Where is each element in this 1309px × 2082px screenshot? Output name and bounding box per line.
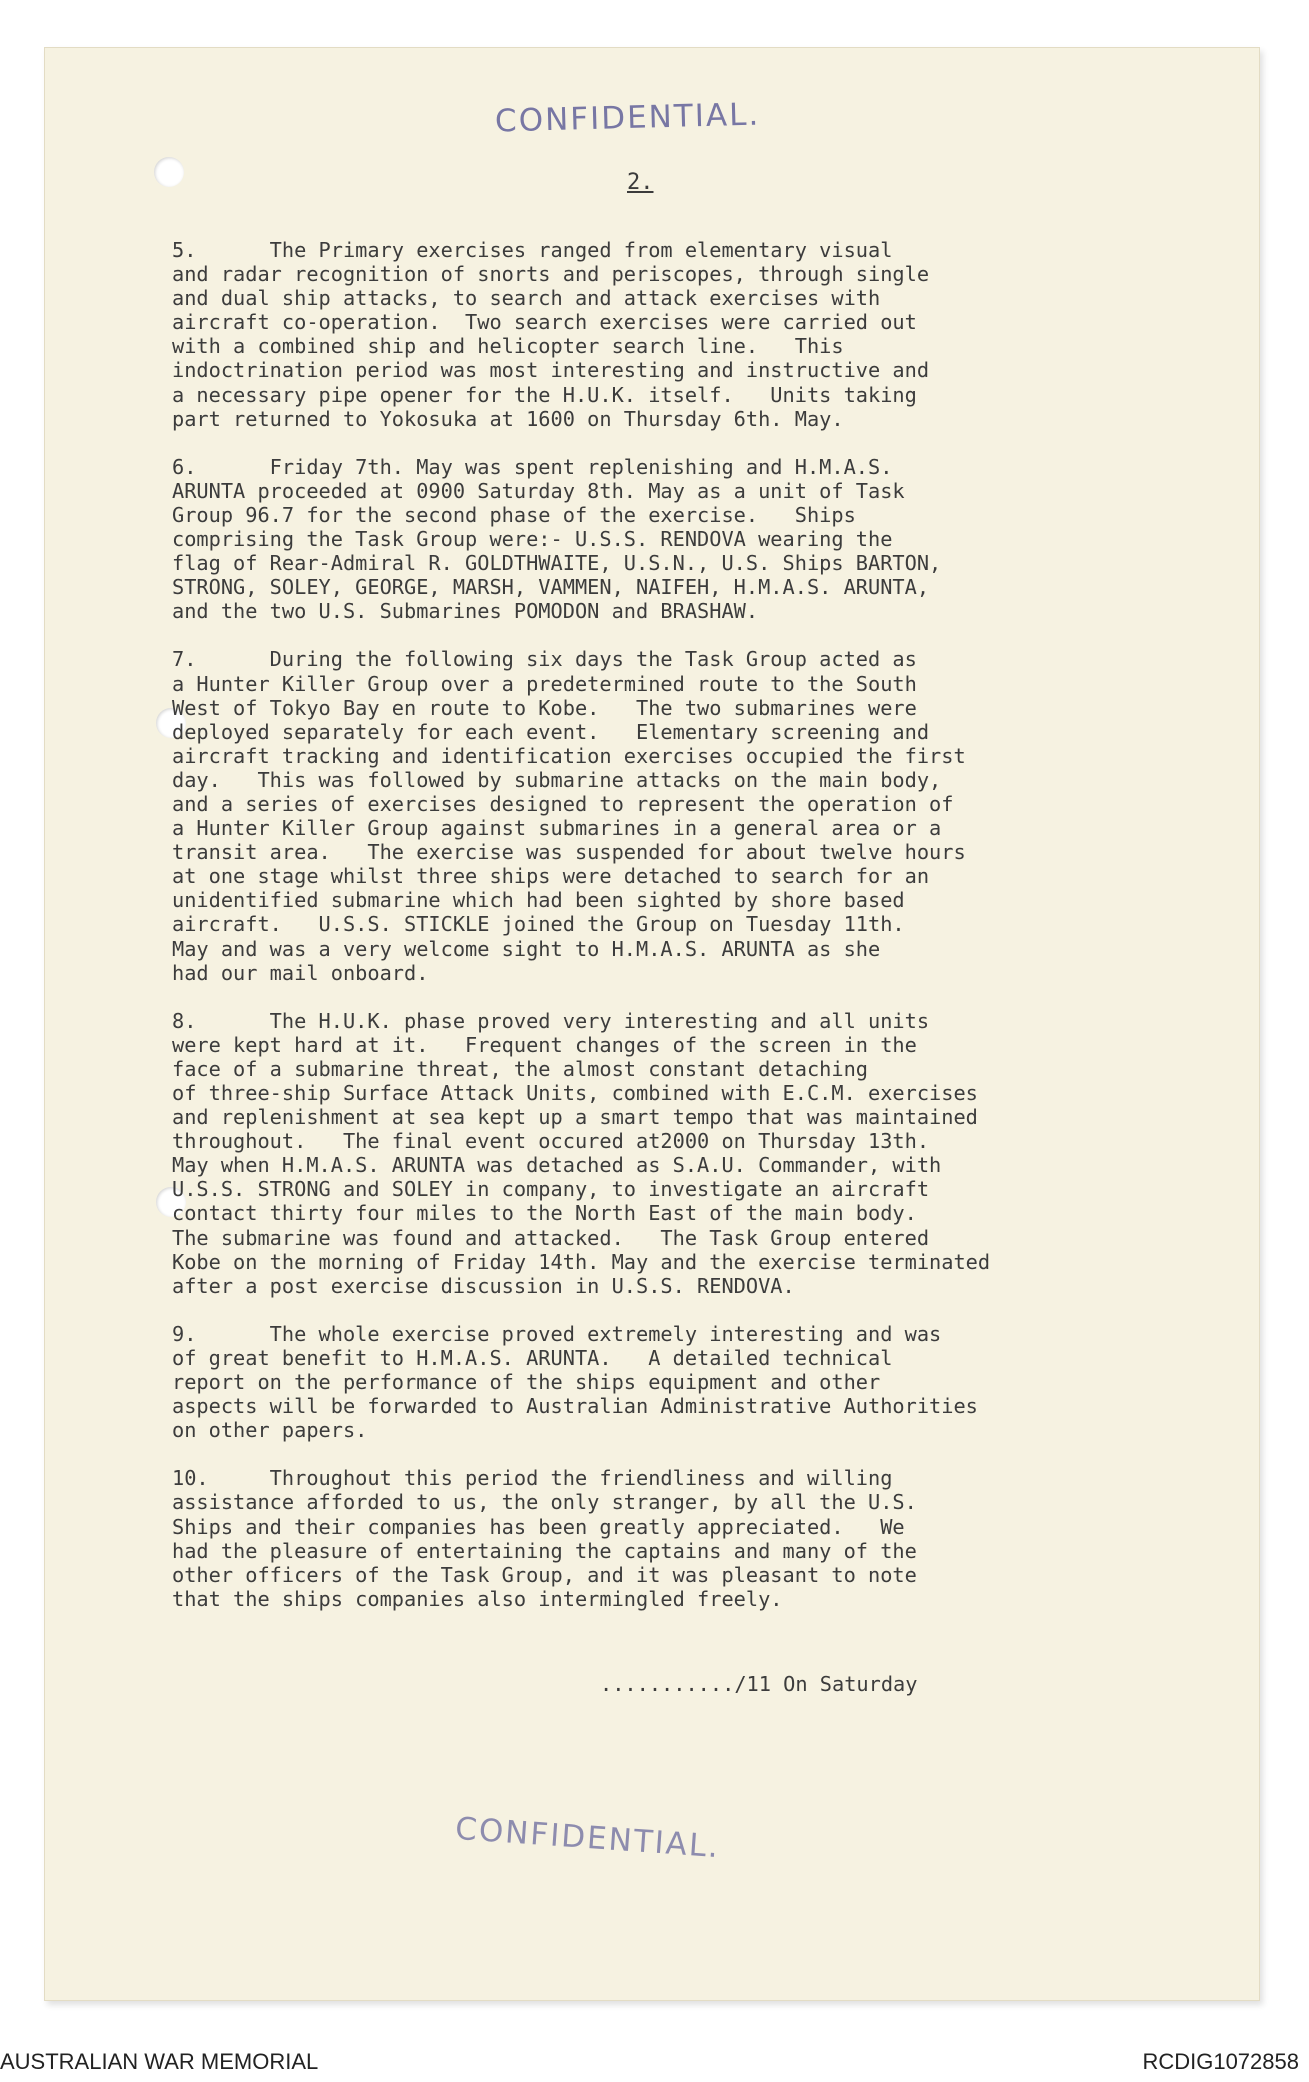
text-line: flag of Rear-Admiral R. GOLDTHWAITE, U.S.N., U.S. Ships BARTON, <box>172 551 942 576</box>
text-line: were kept hard at it. Frequent changes of the screen in the <box>172 1032 917 1057</box>
text-line: aircraft tracking and identification exercises occupied the first <box>172 743 966 768</box>
paragraph-6 <box>172 455 1172 624</box>
text-line: comprising the Task Group were:- U.S.S. RENDOVA wearing the <box>172 527 893 552</box>
text-line: May and was a very welcome sight to H.M.A.S. ARUNTA as she <box>172 936 881 961</box>
text-line: had the pleasure of entertaining the captains and many of the <box>172 1538 917 1563</box>
text-line: and radar recognition of snorts and periscopes, through single <box>172 262 930 287</box>
text-line: The submarine was found and attacked. The Task Group entered <box>172 1225 930 1250</box>
text-line: West of Tokyo Bay en route to Kobe. The two submarines were <box>172 695 917 720</box>
text-line: of three-ship Surface Attack Units, combined with E.C.M. exercises <box>172 1081 978 1105</box>
text-line: a necessary pipe opener for the H.U.K. itself. Units taking <box>172 382 917 407</box>
text-line: other officers of the Task Group, and it was pleasant to note <box>172 1562 917 1587</box>
text-line: 9. The whole exercise proved extremely interesting and was <box>172 1321 942 1346</box>
text-line: ARUNTA proceeded at 0900 Saturday 8th. May as a unit of Task <box>172 478 905 503</box>
paragraph-9 <box>172 1322 1172 1442</box>
text-line: and the two U.S. Submarines POMODON and BRASHAW. <box>172 599 759 624</box>
text-line: of great benefit to H.M.A.S. ARUNTA. A detailed technical <box>172 1345 893 1370</box>
text-line: Ships and their companies has been greatly appreciated. We <box>172 1514 905 1539</box>
text-line: a Hunter Killer Group over a predetermined route to the South <box>172 671 917 696</box>
document-body <box>172 238 1172 1635</box>
confidential-stamp-bottom: CONFIDENTIAL. <box>454 1810 722 1866</box>
text-line: at one stage whilst three ships were detached to search for an <box>172 864 930 889</box>
text-line: deployed separately for each event. Elementary screening and <box>172 719 930 744</box>
paragraph-5 <box>172 238 1172 431</box>
text-line: after a post exercise discussion in U.S.S. RENDOVA. <box>172 1273 795 1298</box>
text-line: aircraft. U.S.S. STICKLE joined the Group on Tuesday 11th. <box>172 912 905 937</box>
text-line: day. This was followed by submarine attacks on the main body, <box>172 767 942 792</box>
page-number: 2. <box>627 170 654 195</box>
text-line: part returned to Yokosuka at 1600 on Thursday 6th. May. <box>172 406 844 431</box>
footer-institution: AUSTRALIAN WAR MEMORIAL <box>0 2049 319 2074</box>
text-line: on other papers. <box>172 1418 368 1443</box>
text-line: had our mail onboard. <box>172 960 429 985</box>
text-line: 7. During the following six days the Task Group acted as <box>172 647 917 672</box>
confidential-stamp-top: CONFIDENTIAL. <box>494 96 761 140</box>
paragraph-8 <box>172 1009 1172 1298</box>
text-line: unidentified submarine which had been sighted by shore based <box>172 888 905 913</box>
text-line: aircraft co-operation. Two search exercises were carried out <box>172 310 917 335</box>
text-line: Kobe on the morning of Friday 14th. May and the exercise terminated <box>172 1249 991 1274</box>
text-line: indoctrination period was most interesting and instructive and <box>172 358 930 383</box>
text-line: transit area. The exercise was suspended for about twelve hours <box>172 840 966 865</box>
text-line: and replenishment at sea kept up a smart tempo that was maintained <box>172 1105 978 1130</box>
text-line: 8. The H.U.K. phase proved very interesting and all units <box>172 1008 930 1033</box>
text-line: 5. The Primary exercises ranged from elementary visual <box>172 238 893 262</box>
continuation-note: .........../11 On Saturday <box>600 1672 918 1696</box>
text-line: with a combined ship and helicopter search line. This <box>172 334 844 359</box>
text-line: a Hunter Killer Group against submarines in a general area or a <box>172 816 942 841</box>
text-line: assistance afforded to us, the only stranger, by all the U.S. <box>172 1490 917 1515</box>
paragraph-7 <box>172 647 1172 984</box>
footer-record-id: RCDIG1072858 <box>1142 2049 1299 2074</box>
text-line: 6. Friday 7th. May was spent replenishing and H.M.A.S. <box>172 454 893 479</box>
paragraph-10 <box>172 1466 1172 1611</box>
text-line: STRONG, SOLEY, GEORGE, MARSH, VAMMEN, NAIFEH, H.M.A.S. ARUNTA, <box>172 575 930 600</box>
text-line: May when H.M.A.S. ARUNTA was detached as S.A.U. Commander, with <box>172 1153 942 1178</box>
text-line: and a series of exercises designed to represent the operation of <box>172 791 954 816</box>
text-line: U.S.S. STRONG and SOLEY in company, to investigate an aircraft <box>172 1177 930 1202</box>
text-line: and dual ship attacks, to search and attack exercises with <box>172 286 881 311</box>
text-line: face of a submarine threat, the almost constant detaching <box>172 1056 868 1081</box>
text-line: contact thirty four miles to the North East of the main body. <box>172 1201 917 1226</box>
text-line: report on the performance of the ships equipment and other <box>172 1370 881 1395</box>
text-line: that the ships companies also intermingled freely. <box>172 1586 783 1611</box>
text-line: aspects will be forwarded to Australian Administrative Authorities <box>172 1394 978 1419</box>
text-line: Group 96.7 for the second phase of the exercise. Ships <box>172 502 856 527</box>
text-line: 10. Throughout this period the friendliness and willing <box>172 1466 893 1491</box>
punch-hole-top <box>154 157 184 187</box>
text-line: throughout. The final event occured at2000 on Thursday 13th. <box>172 1129 930 1154</box>
